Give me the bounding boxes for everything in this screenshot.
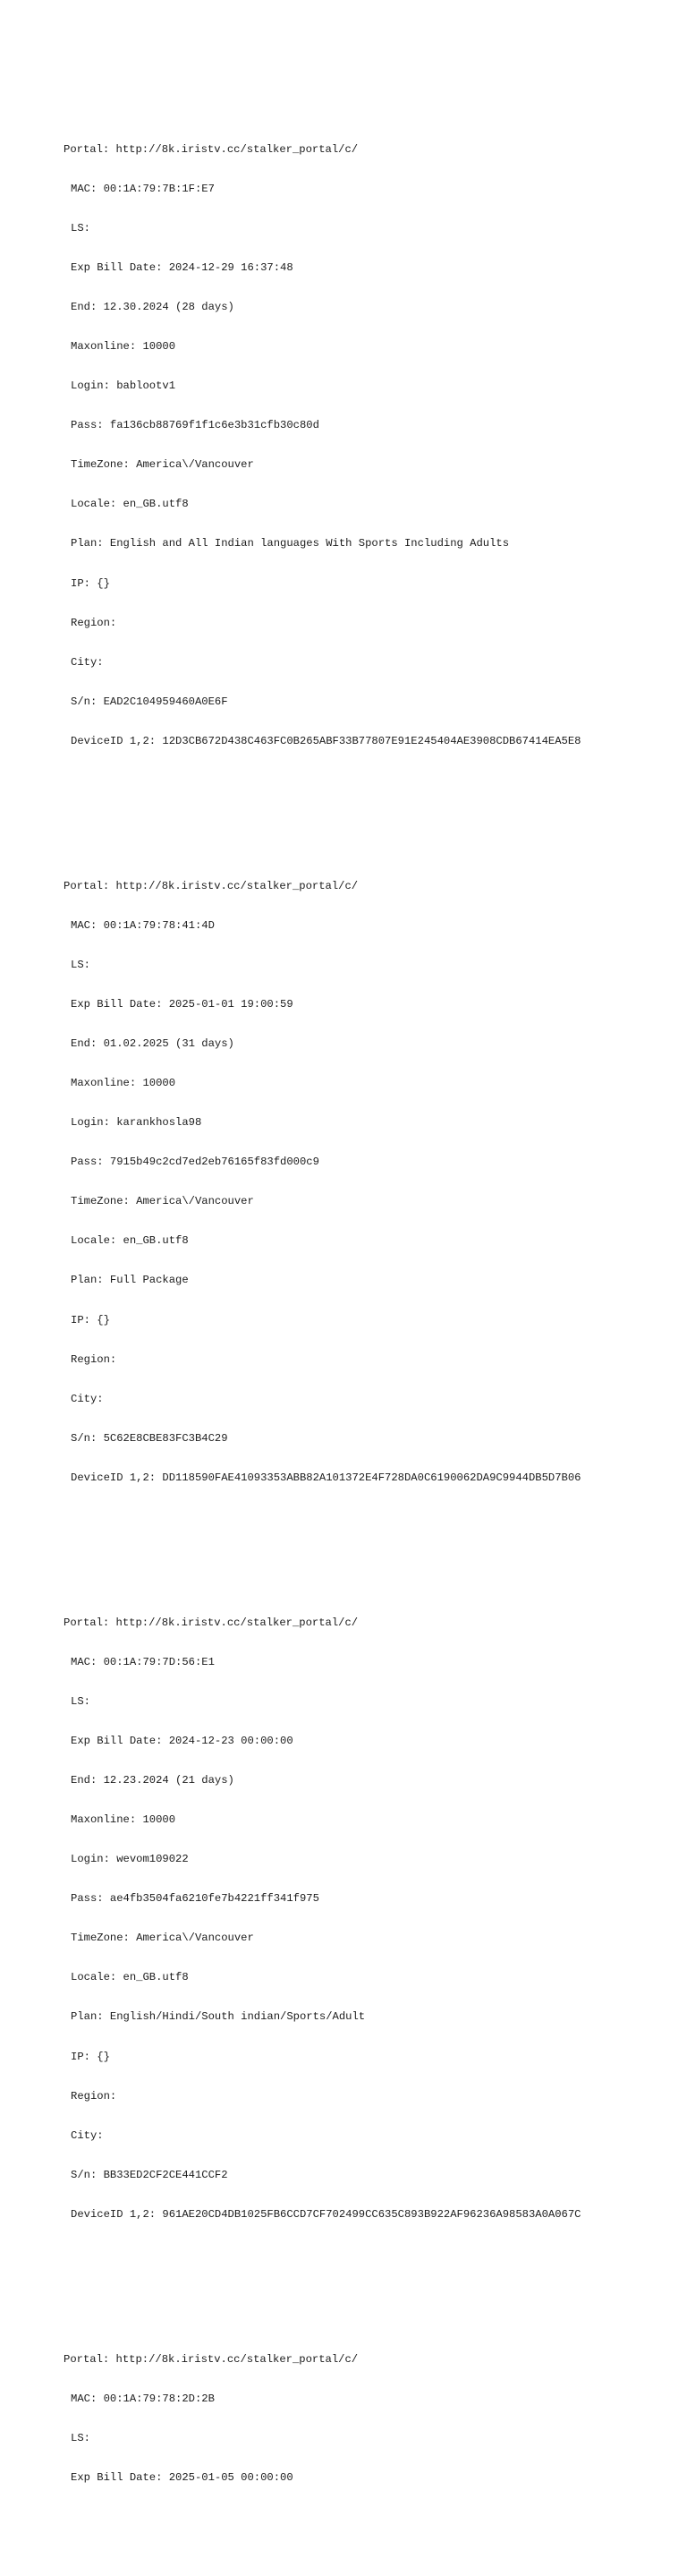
login-line: Login: karankhosla98 [71,1116,202,1130]
locale-line: Locale: en_GB.utf8 [71,1971,189,1984]
plan-line: Plan: Full Package [71,1274,189,1287]
portal-entry [64,1590,581,2248]
locale-line: Locale: en_GB.utf8 [71,1234,189,1248]
timezone-line: TimeZone: America\/Vancouver [71,1195,254,1208]
serial-number-line: S/n: 5C62E8CBE83FC3B4C29 [71,1431,228,1445]
login-line: Login: bablootv1 [71,380,176,393]
city-line: City: [71,655,104,669]
portal-entry [64,853,581,1511]
city-line: City: [71,2128,104,2142]
pass-line: Pass: 7915b49c2cd7ed2eb76165f83fd000c9 [71,1156,319,1169]
timezone-line: TimeZone: America\/Vancouver [71,1932,254,1945]
mac-line: MAC: 00:1A:79:7D:56:E1 [71,1655,215,1668]
device-id-line: DeviceID 1,2: 12D3CB672D438C463FC0B265ABF33B77807E91E245404AE3908CDB67414EA5E8 [71,734,581,747]
ls-line: LS: [71,2431,90,2444]
pass-line: Pass: fa136cb88769f1f1c6e3b31cfb30c80d [71,419,319,432]
maxonline-line: Maxonline: 10000 [71,1077,176,1089]
plan-line: Plan: English/Hindi/South indian/Sports/Adult [71,2010,366,2024]
end-line: End: 01.02.2025 (31 days) [71,1036,234,1050]
login-line: Login: wevom109022 [71,1853,189,1866]
exp-bill-date-line: Exp Bill Date: 2024-12-29 16:37:48 [71,260,293,274]
serial-number-line: S/n: BB33ED2CF2CE441CCF2 [71,2168,228,2181]
maxonline-line: Maxonline: 10000 [71,339,176,353]
portal-line: Portal: http://8k.iristv.cc/stalker_portal/c/ [64,879,359,892]
plan-line: Plan: English and All Indian languages With Sports Including Adults [71,537,510,550]
device-id-line: DeviceID 1,2: 961AE20CD4DB1025FB6CCD7CF702499CC635C893B922AF96236A98583A0A067C [71,2207,581,2221]
timezone-line: TimeZone: America\/Vancouver [71,458,254,472]
serial-number-line: S/n: EAD2C104959460A0E6F [71,695,228,708]
end-line: End: 12.30.2024 (28 days) [71,300,234,313]
device-id-line: DeviceID 1,2: DD118590FAE41093353ABB82A101372E4F728DA0C6190062DA9C9944DB5D7B06 [71,1471,581,1484]
document-body [64,77,581,2576]
ip-line: IP: {} [71,1313,110,1326]
city-line: City: [71,1392,104,1405]
portal-line: Portal: http://8k.iristv.cc/stalker_portal/c/ [64,1616,359,1629]
ls-line: LS: [71,1694,90,1708]
ip-line: IP: {} [71,576,110,590]
region-line: Region: [71,2089,117,2103]
region-line: Region: [71,1352,117,1366]
end-line: End: 12.23.2024 (21 days) [71,1773,234,1787]
maxonline-line: Maxonline: 10000 [71,1813,176,1827]
exp-bill-date-line: Exp Bill Date: 2024-12-23 00:00:00 [71,1734,293,1747]
ls-line: LS: [71,958,90,971]
pass-line: Pass: ae4fb3504fa6210fe7b4221ff341f975 [71,1892,319,1906]
region-line: Region: [71,616,117,629]
mac-line: MAC: 00:1A:79:78:2D:2B [71,2392,215,2405]
portal-entry [64,116,581,774]
mac-line: MAC: 00:1A:79:78:41:4D [71,918,215,932]
exp-bill-date-line: Exp Bill Date: 2025-01-01 19:00:59 [71,997,293,1011]
portal-line: Portal: http://8k.iristv.cc/stalker_portal/c/ [64,142,359,156]
mac-line: MAC: 00:1A:79:7B:1F:E7 [71,182,215,195]
locale-line: Locale: en_GB.utf8 [71,498,189,511]
ls-line: LS: [71,221,90,235]
portal-line: Portal: http://8k.iristv.cc/stalker_portal/c/ [64,2352,359,2366]
portal-entry [64,2326,581,2511]
exp-bill-date-line: Exp Bill Date: 2025-01-05 00:00:00 [71,2470,293,2484]
ip-line: IP: {} [71,2050,110,2063]
